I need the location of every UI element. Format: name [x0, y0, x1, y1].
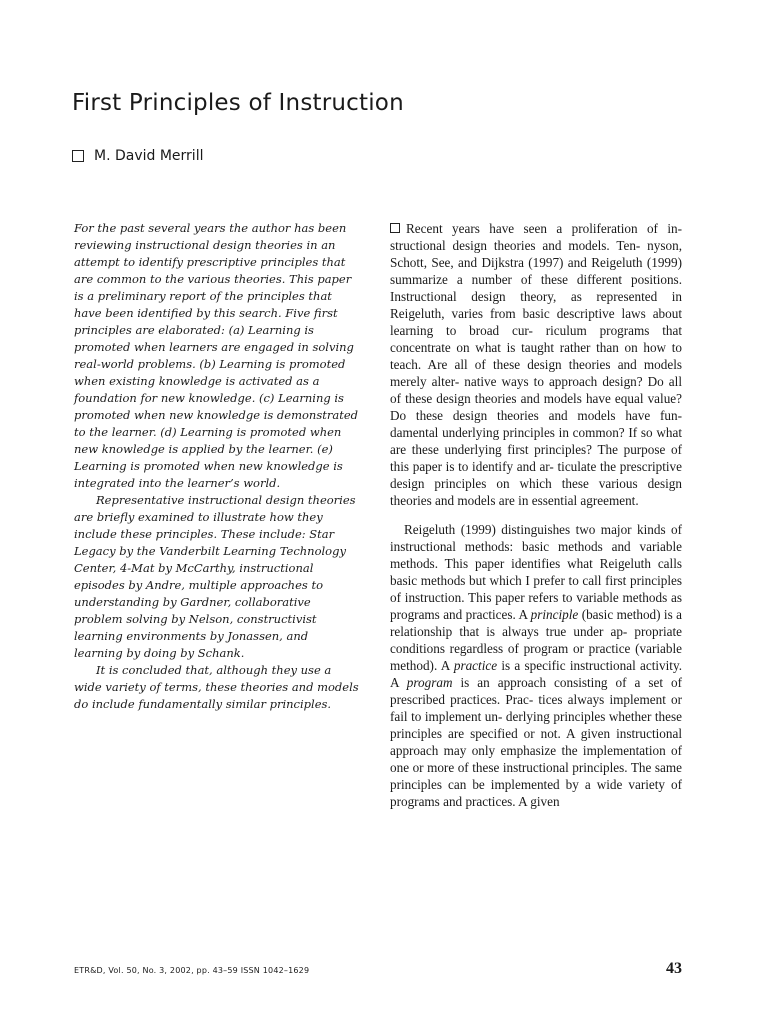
emphasized-term: program: [406, 675, 453, 690]
text-run: is a specific instructional activity. A: [390, 658, 682, 690]
body-column: [390, 220, 682, 810]
emphasized-term: principle: [530, 607, 579, 622]
author-name: M. David Merrill: [94, 148, 204, 164]
text-run: Reigeluth (1999) distinguishes two major kinds of instructional methods: basic methods and variable methods. This paper identifies what Reigeluth calls basic methods but which I prefer to call first principles of instruction. This paper refers to variable methods as programs and practices. A: [390, 522, 682, 622]
body-paragraph: [390, 521, 682, 810]
abstract-paragraph: Representative instructional design theories are briefly examined to illustrate how they include these principles. These include: Star Legacy by the Vanderbilt Learning Technology Center, 4-Mat by McCarthy, instructional episodes by Andre, multiple approaches to understanding by Gardner, collaborative problem solving by Nelson, constructivist learning environments by Jonassen, and learning by doing by Schank.: [74, 493, 356, 660]
body-paragraph-text: Recent years have seen a proliferation of in- structional design theories and models. Ten- nyson, Schott, See, and Dijkstra (1997) and Reigeluth (1999) summarize a number of these different positions. Instructional design theory, as represented in Reigeluth, varies from basic descriptive laws about learning to broad cur- riculum programs that concentrate on what is taught rather than on how to teach. Are all of these design theories and models merely alter- native ways to approach design? Do all of these design theories and models have equal value? Do these design theories and models have fun- damental underlying principles in common? If so what are these underlying first principles? The purpose of this paper is to identify and ar- ticulate the prescriptive design principles on which these various design theories and models are in essential agreement.: [390, 221, 682, 508]
abstract-paragraph: For the past several years the author has been reviewing instructional design theories in an attempt to identify prescriptive principles that are common to the various theories. This paper is a preliminary report of the principles that have been identified by this search. Five first principles are elaborated: (a) Learning is promoted when learners are engaged in solving real-world problems. (b) Learning is promoted when existing knowledge is activated as a foundation for new knowledge. (c) Learning is promoted when new knowledge is demonstrated to the learner. (d) Learning is promoted when new knowledge is applied by the learner. (e) Learning is promoted when new knowledge is integrated into the learner’s world.: [74, 221, 358, 490]
article-title: First Principles of Instruction: [72, 90, 404, 116]
byline: [72, 148, 203, 164]
page-number: 43: [666, 960, 682, 977]
abstract: [74, 220, 360, 713]
emphasized-term: practice: [453, 658, 498, 673]
citation-footer: ETR&D, Vol. 50, No. 3, 2002, pp. 43–59 ISSN 1042–1629: [74, 966, 310, 975]
body-paragraph: [390, 220, 682, 509]
abstract-paragraph: It is concluded that, although they use a wide variety of terms, these theories and models do include fundamentally similar principles.: [74, 663, 359, 711]
section-square-icon: [390, 223, 400, 233]
text-run: is an approach consisting of a set of prescribed practices. Prac- tices always implement or fail to implement un- derlying principles whether these principles are specified or not. A given instructional approach may only emphasize the implementation of one or more of these instructional principles. The same principles can be implemented by a wide variety of programs and practices. A given: [390, 675, 682, 809]
text-run: (basic method) is a relationship that is always true under ap- propriate conditions regardless of program or practice (variable method). A: [390, 607, 682, 673]
checkbox-square-icon: [72, 150, 84, 162]
